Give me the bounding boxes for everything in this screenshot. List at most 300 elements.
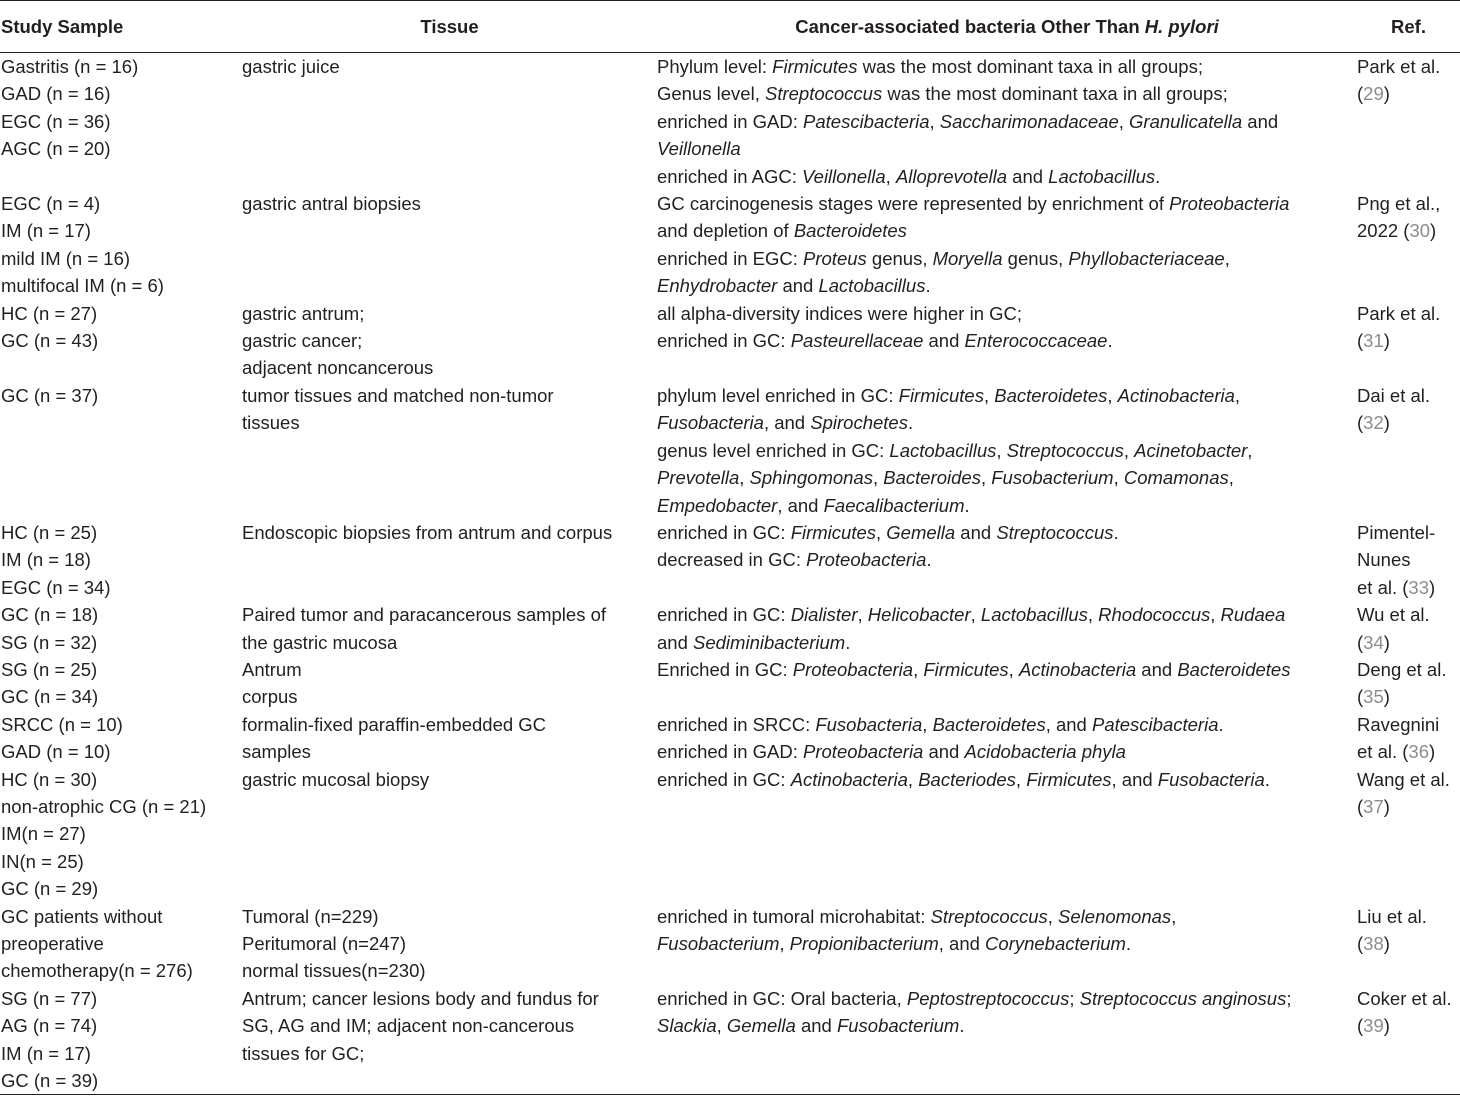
reference-text: ( <box>1357 686 1364 708</box>
taxon-name: Propionibacterium <box>789 933 939 954</box>
tissue-cell <box>242 382 657 519</box>
study-sample-line: HC (n = 27) <box>1 302 98 324</box>
reference-text: ) <box>1430 220 1437 242</box>
table-row <box>0 903 1460 985</box>
bacteria-cell <box>657 300 1357 382</box>
reference-text: Png et al., <box>1357 193 1441 215</box>
bacteria-line <box>657 546 1357 573</box>
reference-link[interactable]: 30 <box>1409 220 1431 242</box>
tissue-line: Tumoral (n=229) <box>242 905 379 927</box>
reference-link[interactable]: 31 <box>1363 330 1384 352</box>
tissue-cell <box>242 903 657 985</box>
reference-text: ( <box>1357 412 1364 434</box>
reference-text: Liu et al. <box>1357 905 1427 927</box>
tissue-cell <box>242 711 657 766</box>
study-sample-line: GC (n = 39) <box>1 1070 99 1092</box>
bacteria-line <box>657 245 1357 272</box>
reference-text: ( <box>1357 1015 1364 1037</box>
taxon-name: Firmicutes <box>772 56 858 77</box>
ref-cell <box>1357 766 1460 903</box>
bacteria-text: and <box>795 1015 837 1037</box>
bacteria-text: , <box>716 1015 727 1037</box>
study-sample-cell <box>0 656 242 711</box>
bacteria-text: ; <box>1286 987 1292 1009</box>
bacteria-text: all alpha-diversity indices were higher in GC; <box>657 302 1023 324</box>
reference-text: ) <box>1383 1015 1390 1037</box>
reference-text: Pimentel- <box>1357 521 1436 543</box>
table-row <box>0 53 1460 191</box>
reference-text: ) <box>1383 795 1390 817</box>
ref-cell <box>1357 656 1460 711</box>
ref-cell <box>1357 519 1460 601</box>
taxon-name: Acinetobacter <box>1134 439 1248 461</box>
bacteria-line <box>657 190 1357 217</box>
taxon-name: Rhodococcus <box>1098 604 1211 626</box>
tissue-cell <box>242 766 657 903</box>
taxon-name: Proteobacteria <box>1169 193 1290 215</box>
study-sample-line: EGC (n = 36) <box>1 110 111 132</box>
ref-line <box>1357 738 1460 765</box>
table-row <box>0 300 1460 382</box>
ref-cell <box>1357 382 1460 519</box>
ref-line <box>1357 793 1460 820</box>
header-bacteria-text: Cancer-associated bacteria Other Than <box>795 15 1145 37</box>
bacteria-cell <box>657 711 1357 766</box>
tissue-line: gastric antrum; <box>242 302 365 324</box>
bacteria-text: genus, <box>1002 247 1069 269</box>
taxon-name: Fusobacteria <box>815 713 923 735</box>
bacteria-text: and <box>923 330 965 352</box>
table-body <box>0 53 1460 1095</box>
ref-line <box>1357 629 1460 656</box>
tissue-line: gastric cancer; <box>242 330 363 352</box>
bacteria-text: , <box>907 768 919 790</box>
taxon-name: Proteus <box>803 247 867 269</box>
ref-line <box>1357 382 1460 409</box>
bacteria-text: , <box>922 713 933 735</box>
bacteria-text: . <box>1113 521 1119 543</box>
bacteria-line <box>657 409 1357 436</box>
taxon-name: Patescibacteria <box>1092 713 1219 735</box>
ref-cell <box>1357 903 1460 985</box>
tissue-cell <box>242 656 657 711</box>
reference-text: Deng et al. <box>1357 658 1447 680</box>
ref-line <box>1357 300 1460 327</box>
bacteria-cell <box>657 903 1357 985</box>
bacteria-text: and <box>1007 165 1049 187</box>
bacteria-text: genus, <box>866 247 933 269</box>
bacteria-text: , <box>1015 768 1027 790</box>
study-sample-line: SG (n = 32) <box>1 631 98 653</box>
bacteria-text: enriched in GAD: <box>657 110 804 132</box>
bacteria-text: enriched in GAD: <box>657 741 804 763</box>
bacteria-text: , <box>1087 604 1099 626</box>
study-sample-line: IN(n = 25) <box>1 850 84 872</box>
taxon-name: Fusobacterium <box>836 1015 960 1037</box>
tissue-line: Peritumoral (n=247) <box>242 933 407 954</box>
bacteria-line <box>657 135 1357 162</box>
taxon-name: Actinobacteria <box>790 768 908 790</box>
bacteria-line <box>657 711 1357 738</box>
taxon-name: Granulicatella <box>1129 110 1243 132</box>
taxon-name: Bacteroides <box>883 467 981 489</box>
bacteria-text: . <box>845 631 851 653</box>
taxon-name: Sphingomonas <box>749 467 873 489</box>
bacteria-text: . <box>959 1015 965 1037</box>
reference-text: ) <box>1383 631 1390 653</box>
tissue-line: samples <box>242 741 311 763</box>
study-sample-cell <box>0 601 242 656</box>
taxon-name: Lactobacillus <box>1048 165 1156 187</box>
ref-cell <box>1357 53 1460 191</box>
ref-line <box>1357 409 1460 436</box>
bacteria-text: and <box>955 521 997 543</box>
reference-text: ( <box>1357 795 1364 817</box>
reference-text: Coker et al. <box>1357 987 1452 1009</box>
taxon-name: Lactobacillus <box>980 604 1088 626</box>
tissue-cell <box>242 53 657 191</box>
study-sample-cell <box>0 519 242 601</box>
bacteria-line <box>657 738 1357 765</box>
reference-text: ) <box>1383 330 1390 352</box>
study-sample-line: multifocal IM (n = 6) <box>1 275 164 297</box>
reference-text: et al. ( <box>1357 741 1409 763</box>
tissue-line: corpus <box>242 686 298 708</box>
taxon-name: Acidobacteria phyla <box>964 741 1126 763</box>
table-row <box>0 190 1460 300</box>
study-sample-cell <box>0 190 242 300</box>
bacteria-line <box>657 272 1357 299</box>
taxon-name: Proteobacteria <box>792 658 914 680</box>
reference-text: ( <box>1357 330 1364 352</box>
ref-line <box>1357 903 1460 930</box>
bacteria-line <box>657 930 1357 957</box>
bacteria-text: enriched in GC: Oral bacteria, <box>657 987 907 1009</box>
reference-link[interactable]: 33 <box>1408 576 1429 598</box>
taxon-name: Fusobacteria <box>657 412 764 434</box>
table-row <box>0 711 1460 766</box>
bacteria-line <box>657 163 1357 190</box>
bacteria-text: enriched in GC: <box>657 604 791 626</box>
bacteria-text: , <box>983 384 995 406</box>
taxon-name: Veillonella <box>802 165 886 187</box>
bacteria-text: , <box>970 604 981 626</box>
bacteria-line <box>657 382 1357 409</box>
bacteria-text: Genus level, <box>657 83 765 105</box>
bacteria-text: , <box>1123 439 1135 461</box>
taxon-name: Fusobacteria <box>1157 768 1265 790</box>
reference-link[interactable]: 37 <box>1363 795 1384 817</box>
taxon-name: Streptococcus <box>930 905 1048 927</box>
bacteria-text: , <box>1113 467 1124 489</box>
taxon-name: Proteobacteria <box>803 741 924 763</box>
taxon-name: Patescibacteria <box>803 110 930 132</box>
tissue-line: gastric antral biopsies <box>242 193 421 215</box>
taxon-name: Enterococcaceae <box>964 330 1108 352</box>
taxon-name: Comamonas <box>1123 467 1229 489</box>
study-sample-line: EGC (n = 4) <box>1 193 101 215</box>
reference-text: Nunes <box>1357 549 1411 571</box>
bacteria-text: , <box>1107 384 1118 406</box>
reference-text: Dai et al. <box>1357 384 1431 406</box>
bacteria-line <box>657 629 1357 656</box>
table-row <box>0 382 1460 519</box>
reference-text: Wang et al. <box>1357 768 1450 790</box>
header-study-sample: Study Sample <box>1 15 124 37</box>
bacteria-text: , <box>1210 604 1221 626</box>
bacteria-line <box>657 300 1357 327</box>
bacteria-text: , <box>1047 905 1059 927</box>
taxon-name: Lactobacillus <box>818 275 926 297</box>
reference-text: ) <box>1383 412 1390 434</box>
bacteria-text: . <box>907 412 914 434</box>
study-sample-line: IM (n = 17) <box>1 220 91 242</box>
study-sample-line: IM(n = 27) <box>1 823 86 845</box>
bacteria-text: enriched in EGC: <box>657 247 804 269</box>
bacteria-line <box>657 108 1357 135</box>
bacteria-text: . <box>1107 330 1113 352</box>
taxon-name: Bacteroidetes <box>1177 658 1291 680</box>
taxon-name: Corynebacterium <box>985 933 1126 954</box>
bacteria-text: , and <box>1045 713 1092 735</box>
reference-link[interactable]: 29 <box>1363 83 1384 105</box>
bacteria-line <box>657 766 1357 793</box>
taxon-name: Prevotella <box>657 467 740 489</box>
taxon-name: Actinobacteria <box>1018 658 1137 680</box>
study-sample-line: GC (n = 37) <box>1 384 99 406</box>
tissue-cell <box>242 985 657 1095</box>
ref-line <box>1357 546 1460 573</box>
tissue-line: tissues <box>242 412 300 434</box>
tissue-cell <box>242 601 657 656</box>
bacteria-line <box>657 1012 1357 1039</box>
bacteria-text: . <box>1155 165 1161 187</box>
tissue-line: Paired tumor and paracancerous samples of <box>242 604 607 626</box>
study-sample-line: Gastritis (n = 16) <box>1 56 139 77</box>
bacteria-text: enriched in SRCC: <box>657 713 816 735</box>
study-sample-line: IM (n = 18) <box>1 549 91 571</box>
bacteria-text: was the most dominant taxa in all groups; <box>857 56 1203 77</box>
reference-text: ) <box>1383 686 1390 708</box>
taxon-name: Fusobacterium <box>657 933 780 954</box>
bacteria-text: and <box>1136 658 1178 680</box>
reference-text: et al. ( <box>1357 576 1409 598</box>
bacteria-text: , <box>1234 384 1241 406</box>
reference-text: ) <box>1383 83 1390 105</box>
bacteria-text: , <box>885 165 896 187</box>
bacteria-text: , <box>779 933 790 954</box>
taxon-name: Empedobacter <box>657 494 778 516</box>
taxon-name: Firmicutes <box>898 384 984 406</box>
reference-text: ) <box>1383 933 1390 954</box>
taxon-name: Pasteurellaceae <box>790 330 924 352</box>
bacteria-text: and depletion of <box>657 220 794 242</box>
study-sample-line: GC patients without <box>1 905 163 927</box>
taxon-name: Bacteriodes <box>918 768 1016 790</box>
bacteria-line <box>657 601 1357 628</box>
tissue-line: adjacent noncancerous <box>242 357 434 379</box>
taxon-name: Lactobacillus <box>889 439 997 461</box>
taxon-name: Saccharimonadaceae <box>939 110 1119 132</box>
reference-text: Wu et al. <box>1357 604 1430 626</box>
table-row <box>0 656 1460 711</box>
taxon-name: Actinobacteria <box>1117 384 1235 406</box>
study-sample-line: SG (n = 77) <box>1 987 98 1009</box>
ref-line <box>1357 985 1460 1012</box>
ref-line <box>1357 519 1460 546</box>
reference-link[interactable]: 32 <box>1363 412 1384 434</box>
taxon-name: Gemella <box>726 1015 796 1037</box>
reference-text: Ravegnini <box>1357 713 1440 735</box>
bacteria-text: GC carcinogenesis stages were represented by enrichment of <box>657 193 1170 215</box>
study-sample-line: GC (n = 43) <box>1 330 99 352</box>
ref-cell <box>1357 711 1460 766</box>
reference-link[interactable]: 35 <box>1363 686 1384 708</box>
study-sample-line: SG (n = 25) <box>1 658 98 680</box>
bacteria-text: Phylum level: <box>657 56 773 77</box>
taxon-name: Faecalibacterium <box>823 494 965 516</box>
study-sample-line: non-atrophic CG (n = 21) <box>1 795 207 817</box>
bacteria-line <box>657 492 1357 519</box>
tissue-line: SG, AG and IM; adjacent non-cancerous <box>242 1015 575 1037</box>
bacteria-text: , <box>913 658 924 680</box>
bacteria-text: and <box>923 741 965 763</box>
taxon-name: Proteobacteria <box>806 549 927 571</box>
tissue-line: gastric mucosal biopsy <box>242 768 430 790</box>
taxon-name: Alloprevotella <box>895 165 1008 187</box>
bacteria-line <box>657 464 1357 491</box>
ref-line <box>1357 766 1460 793</box>
ref-line <box>1357 656 1460 683</box>
study-sample-line: IM (n = 17) <box>1 1042 91 1064</box>
bacteria-text: enriched in GC: <box>657 768 791 790</box>
bacteria-cell <box>657 53 1357 191</box>
taxon-name: Veillonella <box>657 138 741 160</box>
bacteria-text: and <box>657 631 694 653</box>
header-tissue: Tissue <box>420 15 479 37</box>
bacteria-text: , <box>857 604 868 626</box>
header-ref: Ref. <box>1391 15 1426 37</box>
study-sample-cell <box>0 766 242 903</box>
bacteria-line <box>657 985 1357 1012</box>
tissue-line: Antrum <box>242 658 302 680</box>
bacteria-text: enriched in AGC: <box>657 165 802 187</box>
bacteria-line <box>657 656 1357 683</box>
bacteria-line <box>657 217 1357 244</box>
bacteria-text: genus level enriched in GC: <box>657 439 890 461</box>
reference-text: Park et al. <box>1357 56 1441 77</box>
taxon-name: Streptococcus <box>764 83 883 105</box>
taxon-name: Streptococcus <box>1006 439 1124 461</box>
reference-link[interactable]: 39 <box>1363 1015 1384 1037</box>
study-sample-line: EGC (n = 34) <box>1 576 111 598</box>
ref-cell <box>1357 985 1460 1095</box>
bacteria-line <box>657 327 1357 354</box>
bacteria-text: . <box>1218 713 1224 735</box>
bacteria-text: Enriched in GC: <box>657 658 793 680</box>
bacteria-text: , and <box>938 933 986 954</box>
taxon-name: Gemella <box>886 521 956 543</box>
tissue-line: the gastric mucosa <box>242 631 398 653</box>
reference-link[interactable]: 38 <box>1363 933 1384 954</box>
bacteria-line <box>657 437 1357 464</box>
tissue-cell <box>242 190 657 300</box>
bacteria-cell <box>657 382 1357 519</box>
ref-line <box>1357 53 1460 80</box>
tissue-cell <box>242 300 657 382</box>
study-sample-cell <box>0 382 242 519</box>
taxon-name: Streptococcus <box>996 521 1114 543</box>
tissue-cell <box>242 519 657 601</box>
ref-cell <box>1357 190 1460 300</box>
bacteria-text: , <box>980 467 992 489</box>
study-sample-line: preoperative <box>1 933 104 954</box>
bacteria-cell <box>657 766 1357 903</box>
study-sample-line: mild IM (n = 16) <box>1 247 131 269</box>
bacteria-cell <box>657 985 1357 1095</box>
bacteria-text: enriched in GC: <box>657 521 791 543</box>
bacteria-line <box>657 80 1357 107</box>
reference-text: ) <box>1429 576 1436 598</box>
header-row <box>0 1 1460 53</box>
bacteria-text: , <box>876 521 887 543</box>
study-sample-line: GC (n = 18) <box>1 604 99 626</box>
bacteria-text: , <box>1228 467 1234 489</box>
reference-link[interactable]: 36 <box>1408 741 1429 763</box>
study-sample-cell <box>0 985 242 1095</box>
bacteria-text: ; <box>1069 987 1080 1009</box>
study-sample-line: SRCC (n = 10) <box>1 713 123 735</box>
bacteria-text: . <box>1264 768 1270 790</box>
study-sample-line: AGC (n = 20) <box>1 138 111 160</box>
study-sample-line: GAD (n = 10) <box>1 741 111 763</box>
bacteria-text: . <box>1125 933 1132 954</box>
bacteria-text: , <box>1247 439 1253 461</box>
study-sample-line: HC (n = 25) <box>1 521 98 543</box>
header-bacteria-italic: H. pylori <box>1144 15 1219 37</box>
tissue-line: Endoscopic biopsies from antrum and corpus <box>242 521 613 543</box>
bacteria-text: , and <box>1111 768 1158 790</box>
study-sample-line: HC (n = 30) <box>1 768 98 790</box>
ref-line <box>1357 1012 1460 1039</box>
reference-text: ( <box>1357 631 1364 653</box>
header-bacteria <box>657 1 1357 53</box>
bacteria-cell <box>657 601 1357 656</box>
bacteria-text: , <box>1008 658 1019 680</box>
taxon-name: Firmicutes <box>923 658 1009 680</box>
bacteria-line <box>657 519 1357 546</box>
ref-line <box>1357 190 1460 217</box>
ref-line <box>1357 601 1460 628</box>
ref-line <box>1357 711 1460 738</box>
ref-line <box>1357 80 1460 107</box>
taxon-name: Fusobacterium <box>991 467 1114 489</box>
study-sample-cell <box>0 711 242 766</box>
table-header <box>0 1 1460 53</box>
tissue-line: normal tissues(n=230) <box>242 960 426 982</box>
bacteria-text: and <box>1242 110 1279 132</box>
study-sample-cell <box>0 300 242 382</box>
taxon-name: Slackia <box>657 1015 717 1037</box>
taxon-name: Bacteroidetes <box>793 220 907 242</box>
taxon-name: Firmicutes <box>790 521 876 543</box>
bacteria-text: . <box>964 494 970 516</box>
reference-text: ( <box>1357 83 1364 105</box>
bacteria-text: decreased in GC: <box>657 549 807 571</box>
taxon-name: Streptococcus anginosus <box>1079 987 1287 1009</box>
reference-link[interactable]: 34 <box>1363 631 1384 653</box>
table-row <box>0 601 1460 656</box>
